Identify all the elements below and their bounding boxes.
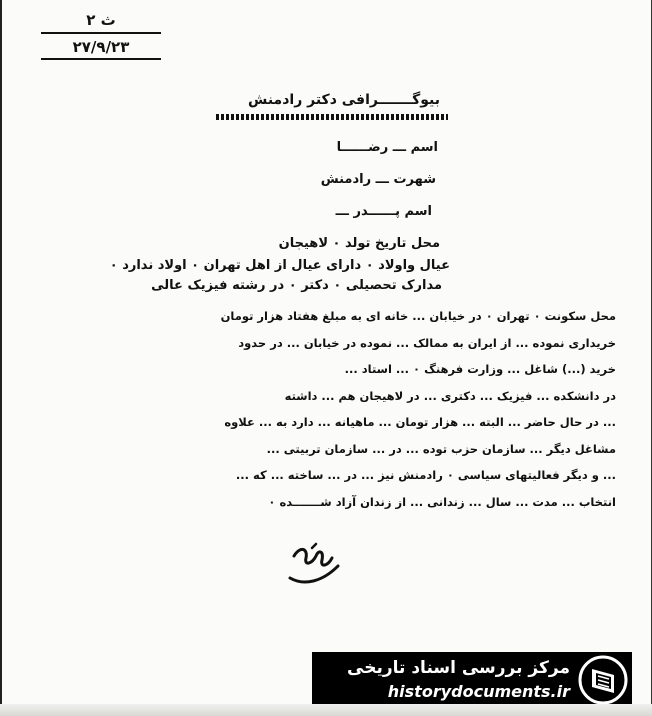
field-father: اسم پــــــدر ـــ: [335, 204, 432, 219]
paragraph-line: ... و دیگر فعالیتهای سیاسی ۰ رادمنش نیز ... در ... ساخته ... که ...: [235, 468, 616, 482]
reference-number: ث ۲: [41, 11, 161, 34]
document-body: [12, 0, 638, 716]
archive-watermark: [312, 652, 632, 708]
paragraph-line: مشاغل دیگر ... سازمان حزب توده ... در ... سازمان تربیتی ...: [266, 441, 616, 456]
field-name: اسم ـــ رضــــــا: [336, 140, 438, 155]
paragraph-line: ... در حال حاضر ... البته ... هزار تومان ... ماهیانه ... دارد به ... علاوه: [224, 415, 616, 429]
reference-block: [26, 10, 176, 60]
field-marital: عیال واولاد ۰ دارای عیال از اهل تهران ۰ اولاد ندارد ۰: [109, 258, 450, 273]
watermark-url: historydocuments.ir: [387, 682, 570, 701]
paragraph-line: خریداری نموده ... از ایران به ممالک ... نموده در خیابان ... در حدود: [238, 335, 616, 350]
field-surname: شهرت ـــ رادمنش: [320, 172, 436, 187]
field-education: مدارک تحصیلی ۰ دکتر ۰ در رشته فیزیک عالی: [151, 278, 442, 293]
scan-edge-left: [0, 0, 2, 716]
paragraph-line: خرید (...) شاغل ... وزارت فرهنگ ۰ ... استاد ...: [344, 362, 616, 376]
signature-mark: [282, 536, 348, 596]
archive-logo-icon: [578, 655, 628, 705]
field-birth: محل تاریخ تولد ۰ لاهیجان: [278, 236, 440, 251]
paragraph-line: انتخاب ... مدت ... سال ... زندانی ... از زندان آزاد شـــــــده ۰: [268, 494, 616, 509]
document-heading: بیوگـــــــرافی دکتر رادمنش: [248, 92, 440, 108]
watermark-title: مرکز بررسی اسناد تاریخی: [347, 658, 570, 678]
heading-underline: [216, 114, 448, 120]
paragraph-line: محل سکونت ۰ تهران ۰ در خیابان ... خانه ای به مبلغ هفتاد هزار تومان: [220, 309, 616, 323]
document-date: ۲۷/۹/۲۳: [41, 38, 161, 60]
paragraph-line: در دانشکده ... فیزیک ... دکتری ... در لاهیجان هم ... داشته: [284, 388, 616, 403]
body-paragraph: [14, 303, 616, 515]
scan-bottom-edge: [0, 704, 652, 716]
